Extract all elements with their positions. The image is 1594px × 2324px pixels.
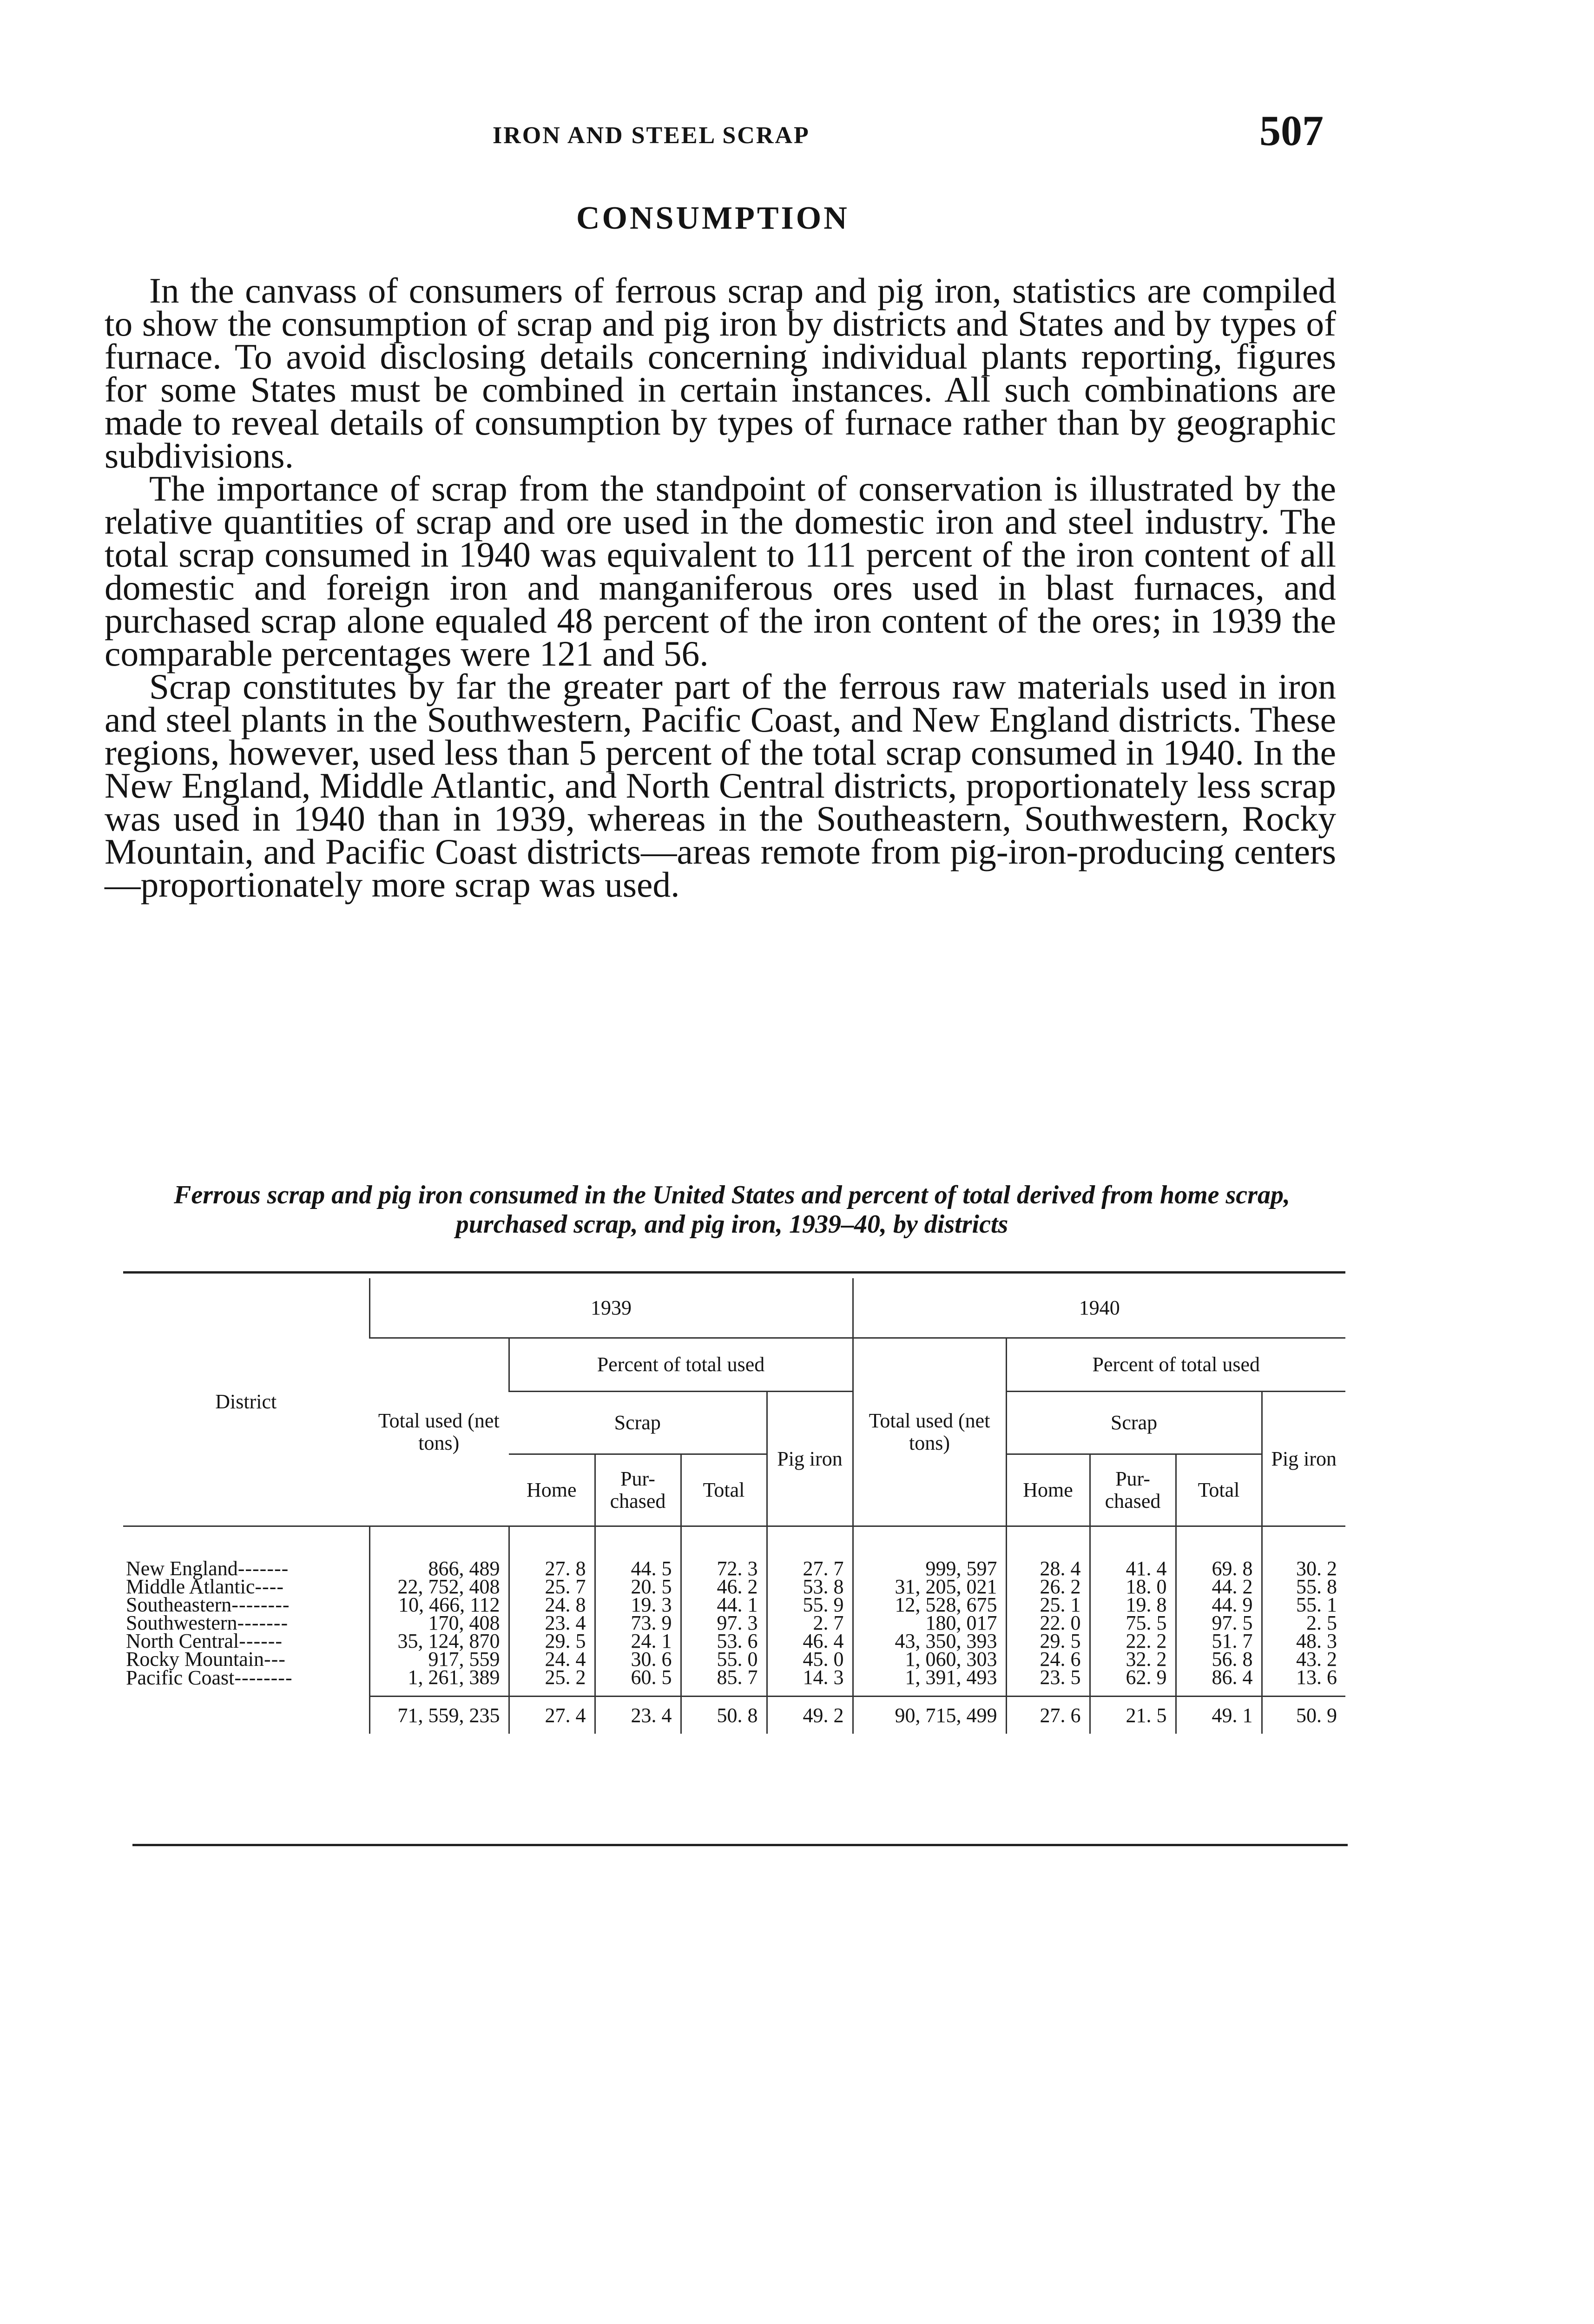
- total-cell-total-1940: 90, 715, 499: [853, 1697, 1006, 1734]
- cell-total-1939: 866, 489: [369, 1526, 509, 1578]
- cell-purchased-1940: 18. 0: [1090, 1578, 1176, 1596]
- cell-scrap-total-1940: 56. 8: [1176, 1650, 1262, 1668]
- cell-home-1939: 24. 4: [509, 1650, 595, 1668]
- cell-pig-iron-1939: 2. 7: [767, 1614, 853, 1632]
- cell-home-1940: 29. 5: [1006, 1632, 1090, 1650]
- cell-purchased-1939: 44. 5: [595, 1526, 681, 1578]
- total-used-header: Total used (net tons): [369, 1338, 509, 1526]
- total-header: Total: [1176, 1454, 1262, 1526]
- district-header: District: [123, 1278, 369, 1526]
- consumption-table: [123, 1278, 1345, 1734]
- total-cell-pig-iron-1939: 49. 2: [767, 1697, 853, 1734]
- cell-purchased-1940: 75. 5: [1090, 1614, 1176, 1632]
- total-cell-pig-iron-1940: 50. 9: [1262, 1697, 1345, 1734]
- cell-pig-iron-1940: 48. 3: [1262, 1632, 1345, 1650]
- cell-scrap-total-1939: 46. 2: [681, 1578, 767, 1596]
- cell-purchased-1940: 41. 4: [1090, 1526, 1176, 1578]
- cell-purchased-1939: 20. 5: [595, 1578, 681, 1596]
- pig-iron-header: Pig iron: [1262, 1392, 1345, 1526]
- cell-total-1939: 35, 124, 870: [369, 1632, 509, 1650]
- cell-home-1940: 25. 1: [1006, 1596, 1090, 1614]
- paragraph: In the canvass of consumers of ferrous scrap and pig iron, statistics are compiled to show the consumption of scrap and pig iron by districts and States and by types of furnace. To avoid disclosing details concerning individual plants reporting, figures for some States must be combined in certain instances. All such combinations are made to reveal details of consumption by types of furnace rather than by geographic subdivisions.: [105, 271, 1336, 475]
- cell-total-1940: 180, 017: [853, 1614, 1006, 1632]
- table-row: [123, 1526, 1345, 1578]
- total-cell-purchased-1939: 23. 4: [595, 1697, 681, 1734]
- cell-pig-iron-1939: 46. 4: [767, 1632, 853, 1650]
- scrap-header: Scrap: [1006, 1392, 1262, 1454]
- cell-pig-iron-1939: 45. 0: [767, 1650, 853, 1668]
- table-bottom-rule: [132, 1844, 1348, 1846]
- page-number: 507: [1259, 107, 1324, 154]
- total-cell-total-1939: 71, 559, 235: [369, 1697, 509, 1734]
- cell-total-1940: 1, 391, 493: [853, 1668, 1006, 1697]
- district-name: Southeastern: [126, 1593, 232, 1616]
- paragraph: Scrap constitutes by far the greater part of the ferrous raw materials used in iron and steel plants in the Southwestern, Pacific Coast, and New England districts. These regions, however, used less than 5 percent of the total scrap consumed in 1940. In the New England, Middle Atlantic, and North Central districts, proportionately less scrap was used in 1940 than in 1939, whereas in the Southeastern, Southwestern, Rocky Mountain, and Pacific Coast districts—areas remote from pig-iron-producing centers—proportionately more scrap was used.: [105, 667, 1336, 905]
- cell-home-1939: 29. 5: [509, 1632, 595, 1650]
- cell-purchased-1940: 19. 8: [1090, 1596, 1176, 1614]
- total-cell-scrap-total-1940: 49. 1: [1176, 1697, 1262, 1734]
- table-caption: Ferrous scrap and pig iron consumed in the United States and percent of total derived from home scrap, purchased scrap, and pig iron, 1939–40, by districts: [174, 1181, 1290, 1239]
- cell-scrap-total-1940: 44. 9: [1176, 1596, 1262, 1614]
- totals-label-cell: [123, 1697, 369, 1734]
- table-top-rule: [123, 1271, 1345, 1274]
- cell-total-1940: 43, 350, 393: [853, 1632, 1006, 1650]
- cell-total-1939: 917, 559: [369, 1650, 509, 1668]
- pig-iron-header: Pig iron: [767, 1392, 853, 1526]
- cell-total-1939: 10, 466, 112: [369, 1596, 509, 1614]
- cell-scrap-total-1939: 44. 1: [681, 1596, 767, 1614]
- district-name: Middle Atlantic: [126, 1575, 255, 1598]
- cell-total-1939: 1, 261, 389: [369, 1668, 509, 1697]
- paragraph: The importance of scrap from the standpoint of conservation is illustrated by the relative quantities of scrap and ore used in the domestic iron and steel industry. The total scrap consumed in 1940 was equivalent to 111 percent of the iron content of all domestic and foreign iron and manganiferous ores used in blast furnaces, and purchased scrap alone equaled 48 percent of the iron content of the ores; in 1939 the comparable percentages were 121 and 56.: [105, 469, 1336, 673]
- cell-home-1940: 28. 4: [1006, 1526, 1090, 1578]
- cell-total-1940: 31, 205, 021: [853, 1578, 1006, 1596]
- cell-home-1939: 27. 8: [509, 1526, 595, 1578]
- total-header: Total: [681, 1454, 767, 1526]
- cell-scrap-total-1939: 72. 3: [681, 1526, 767, 1578]
- cell-scrap-total-1940: 51. 7: [1176, 1632, 1262, 1650]
- running-head: IRON AND STEEL SCRAP: [493, 122, 810, 149]
- year-1939-header: 1939: [369, 1278, 853, 1338]
- district-name: New England: [126, 1557, 238, 1580]
- cell-purchased-1939: 60. 5: [595, 1668, 681, 1697]
- cell-pig-iron-1939: 53. 8: [767, 1578, 853, 1596]
- cell-home-1939: 25. 2: [509, 1668, 595, 1697]
- cell-scrap-total-1939: 55. 0: [681, 1650, 767, 1668]
- cell-home-1939: 25. 7: [509, 1578, 595, 1596]
- cell-total-1939: 22, 752, 408: [369, 1578, 509, 1596]
- district-name: Southwestern: [126, 1611, 237, 1634]
- cell-scrap-total-1939: 53. 6: [681, 1632, 767, 1650]
- cell-purchased-1939: 73. 9: [595, 1614, 681, 1632]
- leader-dots: -------: [237, 1611, 289, 1634]
- home-header: Home: [1006, 1454, 1090, 1526]
- leader-dots: ------: [239, 1630, 283, 1652]
- cell-home-1940: 26. 2: [1006, 1578, 1090, 1596]
- total-cell-scrap-total-1939: 50. 8: [681, 1697, 767, 1734]
- cell-total-1940: 12, 528, 675: [853, 1596, 1006, 1614]
- body-text: [105, 271, 1336, 905]
- cell-home-1939: 24. 8: [509, 1596, 595, 1614]
- percent-header: Percent of total used: [1006, 1338, 1345, 1392]
- total-cell-purchased-1940: 21. 5: [1090, 1697, 1176, 1734]
- cell-home-1940: 23. 5: [1006, 1668, 1090, 1697]
- district-name: Rocky Mountain: [126, 1648, 264, 1670]
- total-cell-home-1939: 27. 4: [509, 1697, 595, 1734]
- cell-pig-iron-1939: 27. 7: [767, 1526, 853, 1578]
- cell-home-1940: 22. 0: [1006, 1614, 1090, 1632]
- leader-dots: ----: [255, 1575, 284, 1598]
- leader-dots: --------: [231, 1593, 290, 1616]
- cell-pig-iron-1940: 2. 5: [1262, 1614, 1345, 1632]
- total-cell-home-1940: 27. 6: [1006, 1697, 1090, 1734]
- cell-pig-iron-1940: 43. 2: [1262, 1650, 1345, 1668]
- cell-scrap-total-1940: 86. 4: [1176, 1668, 1262, 1697]
- district-name: North Central: [126, 1630, 239, 1652]
- cell-purchased-1940: 62. 9: [1090, 1668, 1176, 1697]
- cell-pig-iron-1939: 14. 3: [767, 1668, 853, 1697]
- total-used-header: Total used (net tons): [853, 1338, 1006, 1526]
- cell-home-1940: 24. 6: [1006, 1650, 1090, 1668]
- cell-pig-iron-1939: 55. 9: [767, 1596, 853, 1614]
- year-1940-header: 1940: [853, 1278, 1345, 1338]
- totals-row: [123, 1697, 1345, 1734]
- purchased-header: Pur-chased: [595, 1454, 681, 1526]
- cell-pig-iron-1940: 55. 8: [1262, 1578, 1345, 1596]
- cell-total-1940: 999, 597: [853, 1526, 1006, 1578]
- scrap-header: Scrap: [509, 1392, 767, 1454]
- home-header: Home: [509, 1454, 595, 1526]
- purchased-header: Pur-chased: [1090, 1454, 1176, 1526]
- cell-scrap-total-1939: 85. 7: [681, 1668, 767, 1697]
- table-row: [123, 1668, 1345, 1697]
- cell-total-1939: 170, 408: [369, 1614, 509, 1632]
- leader-dots: --------: [234, 1666, 293, 1689]
- section-heading: CONSUMPTION: [576, 200, 850, 236]
- cell-scrap-total-1939: 97. 3: [681, 1614, 767, 1632]
- percent-header: Percent of total used: [509, 1338, 853, 1392]
- district-name: Pacific Coast: [126, 1666, 235, 1689]
- cell-pig-iron-1940: 55. 1: [1262, 1596, 1345, 1614]
- cell-purchased-1940: 32. 2: [1090, 1650, 1176, 1668]
- cell-pig-iron-1940: 30. 2: [1262, 1526, 1345, 1578]
- leader-dots: ---: [263, 1648, 286, 1670]
- cell-purchased-1939: 30. 6: [595, 1650, 681, 1668]
- cell-purchased-1939: 19. 3: [595, 1596, 681, 1614]
- cell-purchased-1940: 22. 2: [1090, 1632, 1176, 1650]
- cell-home-1939: 23. 4: [509, 1614, 595, 1632]
- cell-purchased-1939: 24. 1: [595, 1632, 681, 1650]
- cell-pig-iron-1940: 13. 6: [1262, 1668, 1345, 1697]
- cell-scrap-total-1940: 69. 8: [1176, 1526, 1262, 1578]
- cell-total-1940: 1, 060, 303: [853, 1650, 1006, 1668]
- cell-scrap-total-1940: 97. 5: [1176, 1614, 1262, 1632]
- cell-scrap-total-1940: 44. 2: [1176, 1578, 1262, 1596]
- leader-dots: -------: [237, 1557, 289, 1580]
